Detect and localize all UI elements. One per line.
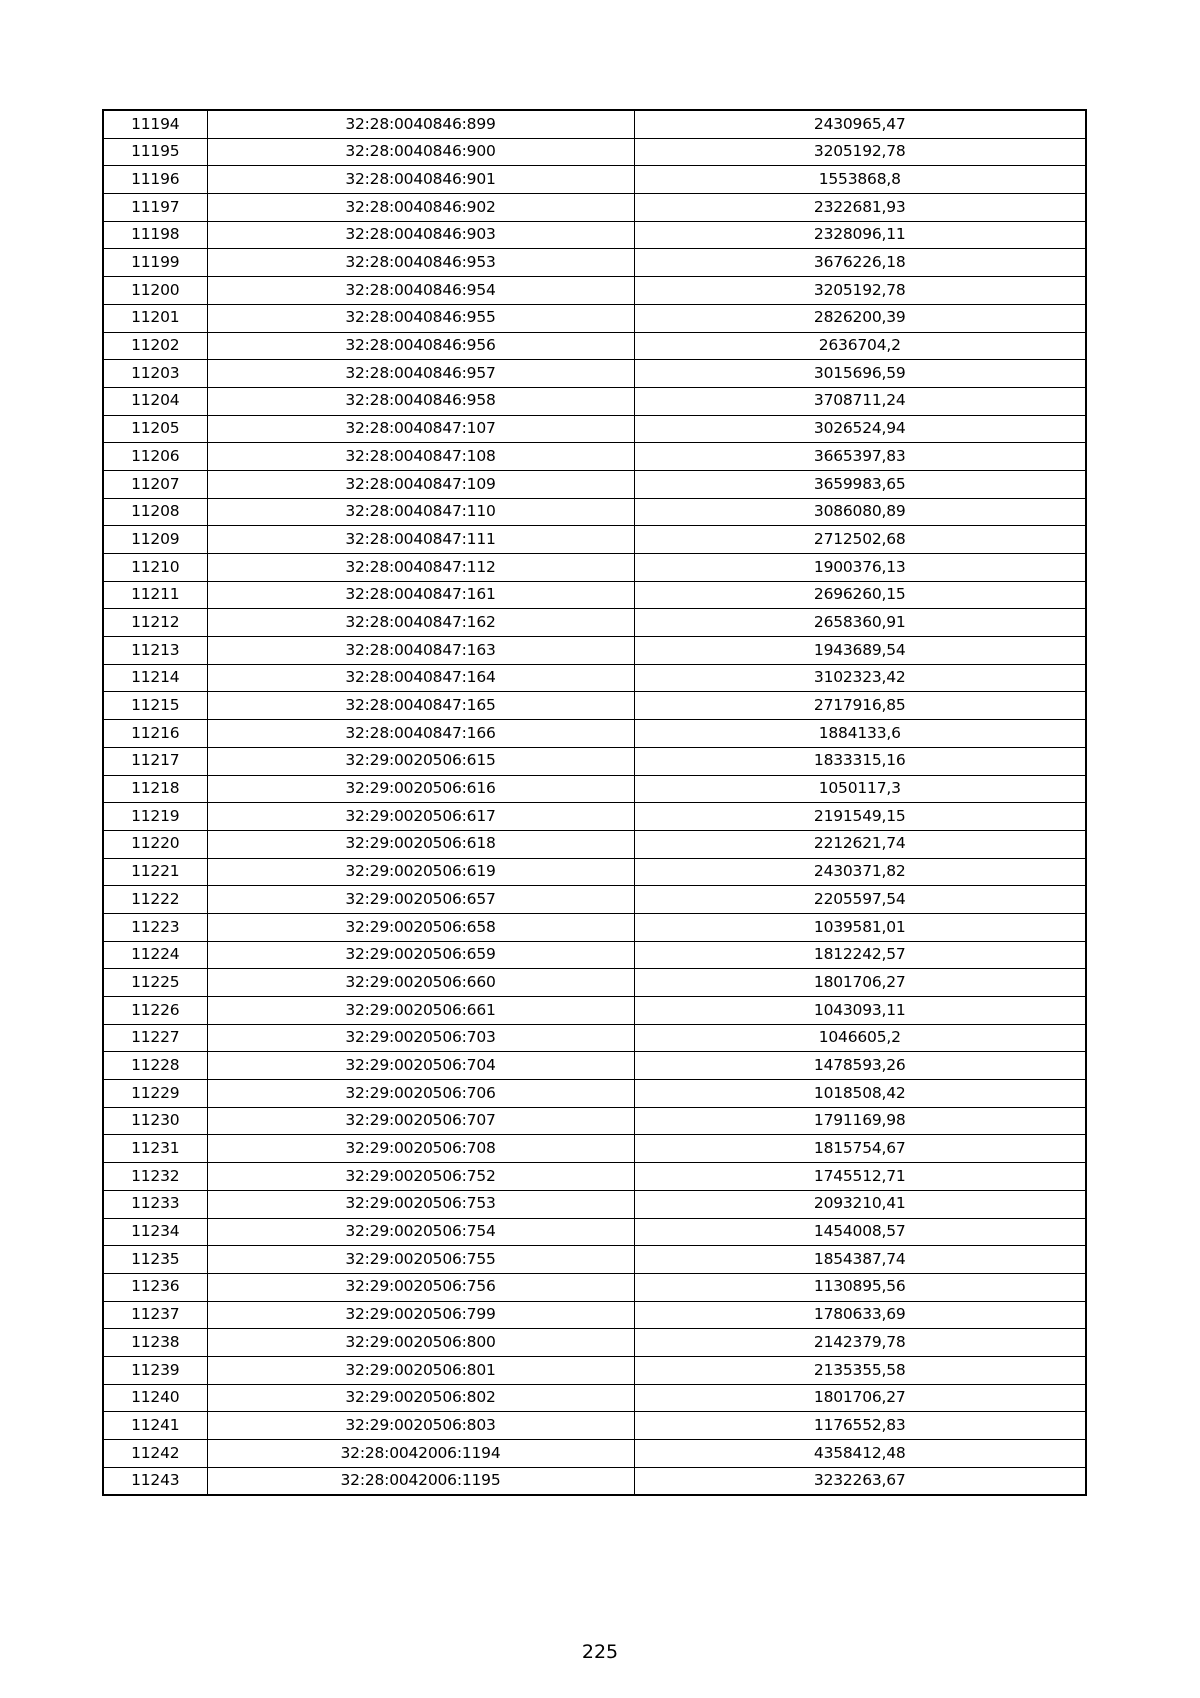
table-row	[103, 830, 1086, 858]
cadastral-value-cell: 3659983,65	[634, 470, 1086, 498]
cadastral-value-cell: 2717916,85	[634, 692, 1086, 720]
table-row	[103, 249, 1086, 277]
row-number-cell: 11222	[103, 886, 207, 914]
cadastral-number-cell: 32:28:0040846:958	[207, 387, 634, 415]
cadastral-value-cell: 1854387,74	[634, 1246, 1086, 1274]
cadastral-value-cell: 1176552,83	[634, 1412, 1086, 1440]
row-number-cell: 11241	[103, 1412, 207, 1440]
row-number-cell: 11239	[103, 1356, 207, 1384]
cadastral-number-cell: 32:29:0020506:703	[207, 1024, 634, 1052]
cadastral-number-cell: 32:29:0020506:660	[207, 969, 634, 997]
cadastral-number-cell: 32:29:0020506:617	[207, 803, 634, 831]
row-number-cell: 11235	[103, 1246, 207, 1274]
row-number-cell: 11221	[103, 858, 207, 886]
cadastral-value-cell: 1454008,57	[634, 1218, 1086, 1246]
table-row	[103, 1135, 1086, 1163]
table-row	[103, 1024, 1086, 1052]
cadastral-value-cell: 3086080,89	[634, 498, 1086, 526]
cadastral-value-cell: 2212621,74	[634, 830, 1086, 858]
row-number-cell: 11242	[103, 1440, 207, 1468]
table-row	[103, 1384, 1086, 1412]
table-row	[103, 1218, 1086, 1246]
cadastral-value-cell: 1791169,98	[634, 1107, 1086, 1135]
cadastral-number-cell: 32:29:0020506:753	[207, 1190, 634, 1218]
cadastral-value-cell: 1884133,6	[634, 720, 1086, 748]
table-row	[103, 470, 1086, 498]
cadastral-number-cell: 32:28:0040846:899	[207, 110, 634, 138]
table-row	[103, 1273, 1086, 1301]
cadastral-value-cell: 1478593,26	[634, 1052, 1086, 1080]
cadastral-value-cell: 1801706,27	[634, 969, 1086, 997]
row-number-cell: 11229	[103, 1080, 207, 1108]
row-number-cell: 11199	[103, 249, 207, 277]
cadastral-value-cell: 3676226,18	[634, 249, 1086, 277]
cadastral-value-cell: 1039581,01	[634, 913, 1086, 941]
table-row	[103, 387, 1086, 415]
cadastral-value-cell: 3232263,67	[634, 1467, 1086, 1495]
table-row	[103, 747, 1086, 775]
row-number-cell: 11237	[103, 1301, 207, 1329]
cadastral-value-cell: 3665397,83	[634, 443, 1086, 471]
cadastral-number-cell: 32:28:0040847:162	[207, 609, 634, 637]
table-row	[103, 138, 1086, 166]
cadastral-value-cell: 3015696,59	[634, 360, 1086, 388]
row-number-cell: 11216	[103, 720, 207, 748]
cadastral-value-cell: 2142379,78	[634, 1329, 1086, 1357]
cadastral-number-cell: 32:28:0040847:161	[207, 581, 634, 609]
cadastral-value-cell: 2696260,15	[634, 581, 1086, 609]
row-number-cell: 11243	[103, 1467, 207, 1495]
cadastral-number-cell: 32:29:0020506:800	[207, 1329, 634, 1357]
cadastral-number-cell: 32:28:0040847:107	[207, 415, 634, 443]
cadastral-value-cell: 1900376,13	[634, 554, 1086, 582]
table-row	[103, 720, 1086, 748]
cadastral-value-table	[102, 109, 1087, 1496]
row-number-cell: 11236	[103, 1273, 207, 1301]
row-number-cell: 11220	[103, 830, 207, 858]
table-row	[103, 581, 1086, 609]
table-row	[103, 277, 1086, 305]
cadastral-number-cell: 32:28:0040847:110	[207, 498, 634, 526]
cadastral-number-cell: 32:29:0020506:756	[207, 1273, 634, 1301]
cadastral-number-cell: 32:29:0020506:661	[207, 997, 634, 1025]
row-number-cell: 11205	[103, 415, 207, 443]
row-number-cell: 11219	[103, 803, 207, 831]
table-row	[103, 166, 1086, 194]
cadastral-number-cell: 32:28:0040847:112	[207, 554, 634, 582]
cadastral-number-cell: 32:29:0020506:802	[207, 1384, 634, 1412]
cadastral-number-cell: 32:29:0020506:659	[207, 941, 634, 969]
row-number-cell: 11194	[103, 110, 207, 138]
cadastral-value-cell: 2135355,58	[634, 1356, 1086, 1384]
row-number-cell: 11228	[103, 1052, 207, 1080]
row-number-cell: 11197	[103, 194, 207, 222]
table-row	[103, 526, 1086, 554]
cadastral-number-cell: 32:28:0040846:956	[207, 332, 634, 360]
row-number-cell: 11212	[103, 609, 207, 637]
table-row	[103, 1301, 1086, 1329]
cadastral-value-cell: 1043093,11	[634, 997, 1086, 1025]
cadastral-number-cell: 32:28:0040846:900	[207, 138, 634, 166]
row-number-cell: 11238	[103, 1329, 207, 1357]
cadastral-number-cell: 32:29:0020506:752	[207, 1163, 634, 1191]
cadastral-value-cell: 2205597,54	[634, 886, 1086, 914]
row-number-cell: 11195	[103, 138, 207, 166]
cadastral-value-cell: 3708711,24	[634, 387, 1086, 415]
cadastral-value-cell: 3102323,42	[634, 664, 1086, 692]
cadastral-number-cell: 32:29:0020506:801	[207, 1356, 634, 1384]
table-row	[103, 609, 1086, 637]
cadastral-value-cell: 2658360,91	[634, 609, 1086, 637]
row-number-cell: 11208	[103, 498, 207, 526]
cadastral-number-cell: 32:29:0020506:704	[207, 1052, 634, 1080]
table-row	[103, 554, 1086, 582]
row-number-cell: 11206	[103, 443, 207, 471]
row-number-cell: 11234	[103, 1218, 207, 1246]
table-row	[103, 1052, 1086, 1080]
table-row	[103, 360, 1086, 388]
row-number-cell: 11223	[103, 913, 207, 941]
cadastral-number-cell: 32:28:0042006:1195	[207, 1467, 634, 1495]
cadastral-number-cell: 32:29:0020506:755	[207, 1246, 634, 1274]
row-number-cell: 11215	[103, 692, 207, 720]
table-row	[103, 332, 1086, 360]
row-number-cell: 11207	[103, 470, 207, 498]
cadastral-number-cell: 32:29:0020506:658	[207, 913, 634, 941]
cadastral-number-cell: 32:29:0020506:754	[207, 1218, 634, 1246]
cadastral-value-cell: 2636704,2	[634, 332, 1086, 360]
table-row	[103, 194, 1086, 222]
table-row	[103, 692, 1086, 720]
cadastral-value-cell: 1050117,3	[634, 775, 1086, 803]
table-row	[103, 997, 1086, 1025]
table-row	[103, 886, 1086, 914]
cadastral-number-cell: 32:29:0020506:616	[207, 775, 634, 803]
table-row	[103, 664, 1086, 692]
table-body	[103, 110, 1086, 1495]
cadastral-value-cell: 2328096,11	[634, 221, 1086, 249]
cadastral-number-cell: 32:29:0020506:615	[207, 747, 634, 775]
row-number-cell: 11232	[103, 1163, 207, 1191]
cadastral-number-cell: 32:28:0040846:903	[207, 221, 634, 249]
cadastral-value-cell: 1745512,71	[634, 1163, 1086, 1191]
cadastral-value-cell: 2322681,93	[634, 194, 1086, 222]
cadastral-value-cell: 1833315,16	[634, 747, 1086, 775]
table-row	[103, 1467, 1086, 1495]
row-number-cell: 11198	[103, 221, 207, 249]
cadastral-value-cell: 1018508,42	[634, 1080, 1086, 1108]
cadastral-number-cell: 32:28:0040847:109	[207, 470, 634, 498]
cadastral-number-cell: 32:28:0040846:902	[207, 194, 634, 222]
row-number-cell: 11231	[103, 1135, 207, 1163]
table-row	[103, 1163, 1086, 1191]
cadastral-number-cell: 32:28:0040847:164	[207, 664, 634, 692]
row-number-cell: 11224	[103, 941, 207, 969]
table-row	[103, 1356, 1086, 1384]
table-row	[103, 1080, 1086, 1108]
cadastral-value-cell: 1812242,57	[634, 941, 1086, 969]
table-row	[103, 304, 1086, 332]
table-row	[103, 1329, 1086, 1357]
row-number-cell: 11240	[103, 1384, 207, 1412]
cadastral-value-cell: 1046605,2	[634, 1024, 1086, 1052]
row-number-cell: 11210	[103, 554, 207, 582]
table-row	[103, 803, 1086, 831]
row-number-cell: 11218	[103, 775, 207, 803]
cadastral-number-cell: 32:29:0020506:799	[207, 1301, 634, 1329]
cadastral-value-cell: 1815754,67	[634, 1135, 1086, 1163]
cadastral-value-cell: 1780633,69	[634, 1301, 1086, 1329]
cadastral-value-cell: 2430965,47	[634, 110, 1086, 138]
table-row	[103, 1246, 1086, 1274]
cadastral-value-cell: 1801706,27	[634, 1384, 1086, 1412]
cadastral-number-cell: 32:28:0040847:165	[207, 692, 634, 720]
table-row	[103, 1190, 1086, 1218]
cadastral-number-cell: 32:28:0040847:108	[207, 443, 634, 471]
table-row	[103, 443, 1086, 471]
cadastral-number-cell: 32:28:0040847:163	[207, 637, 634, 665]
cadastral-number-cell: 32:29:0020506:708	[207, 1135, 634, 1163]
row-number-cell: 11209	[103, 526, 207, 554]
cadastral-number-cell: 32:28:0040846:901	[207, 166, 634, 194]
cadastral-number-cell: 32:29:0020506:706	[207, 1080, 634, 1108]
table-row	[103, 1440, 1086, 1468]
table-row	[103, 1412, 1086, 1440]
cadastral-value-cell: 3026524,94	[634, 415, 1086, 443]
cadastral-value-cell: 1553868,8	[634, 166, 1086, 194]
table-row	[103, 913, 1086, 941]
row-number-cell: 11213	[103, 637, 207, 665]
cadastral-value-cell: 2430371,82	[634, 858, 1086, 886]
table-row	[103, 858, 1086, 886]
cadastral-value-cell: 2093210,41	[634, 1190, 1086, 1218]
cadastral-number-cell: 32:28:0040846:957	[207, 360, 634, 388]
row-number-cell: 11227	[103, 1024, 207, 1052]
row-number-cell: 11203	[103, 360, 207, 388]
cadastral-value-cell: 2712502,68	[634, 526, 1086, 554]
cadastral-number-cell: 32:29:0020506:619	[207, 858, 634, 886]
table-row	[103, 775, 1086, 803]
cadastral-number-cell: 32:28:0040847:166	[207, 720, 634, 748]
row-number-cell: 11230	[103, 1107, 207, 1135]
cadastral-value-cell: 1943689,54	[634, 637, 1086, 665]
row-number-cell: 11217	[103, 747, 207, 775]
row-number-cell: 11196	[103, 166, 207, 194]
cadastral-value-cell: 3205192,78	[634, 277, 1086, 305]
table-row	[103, 969, 1086, 997]
row-number-cell: 11202	[103, 332, 207, 360]
cadastral-number-cell: 32:29:0020506:803	[207, 1412, 634, 1440]
row-number-cell: 11201	[103, 304, 207, 332]
table-row	[103, 415, 1086, 443]
cadastral-number-cell: 32:28:0040846:955	[207, 304, 634, 332]
cadastral-value-cell: 2191549,15	[634, 803, 1086, 831]
page-number: 225	[581, 1641, 619, 1663]
table-row	[103, 498, 1086, 526]
row-number-cell: 11233	[103, 1190, 207, 1218]
table-row	[103, 110, 1086, 138]
table-row	[103, 941, 1086, 969]
row-number-cell: 11211	[103, 581, 207, 609]
row-number-cell: 11204	[103, 387, 207, 415]
cadastral-number-cell: 32:29:0020506:618	[207, 830, 634, 858]
cadastral-number-cell: 32:28:0040847:111	[207, 526, 634, 554]
row-number-cell: 11225	[103, 969, 207, 997]
cadastral-number-cell: 32:28:0040846:954	[207, 277, 634, 305]
cadastral-value-cell: 4358412,48	[634, 1440, 1086, 1468]
table-row	[103, 637, 1086, 665]
row-number-cell: 11214	[103, 664, 207, 692]
cadastral-number-cell: 32:29:0020506:707	[207, 1107, 634, 1135]
row-number-cell: 11200	[103, 277, 207, 305]
table-row	[103, 221, 1086, 249]
cadastral-value-cell: 2826200,39	[634, 304, 1086, 332]
row-number-cell: 11226	[103, 997, 207, 1025]
table-row	[103, 1107, 1086, 1135]
cadastral-number-cell: 32:28:0042006:1194	[207, 1440, 634, 1468]
cadastral-number-cell: 32:28:0040846:953	[207, 249, 634, 277]
cadastral-number-cell: 32:29:0020506:657	[207, 886, 634, 914]
cadastral-value-cell: 1130895,56	[634, 1273, 1086, 1301]
cadastral-value-cell: 3205192,78	[634, 138, 1086, 166]
